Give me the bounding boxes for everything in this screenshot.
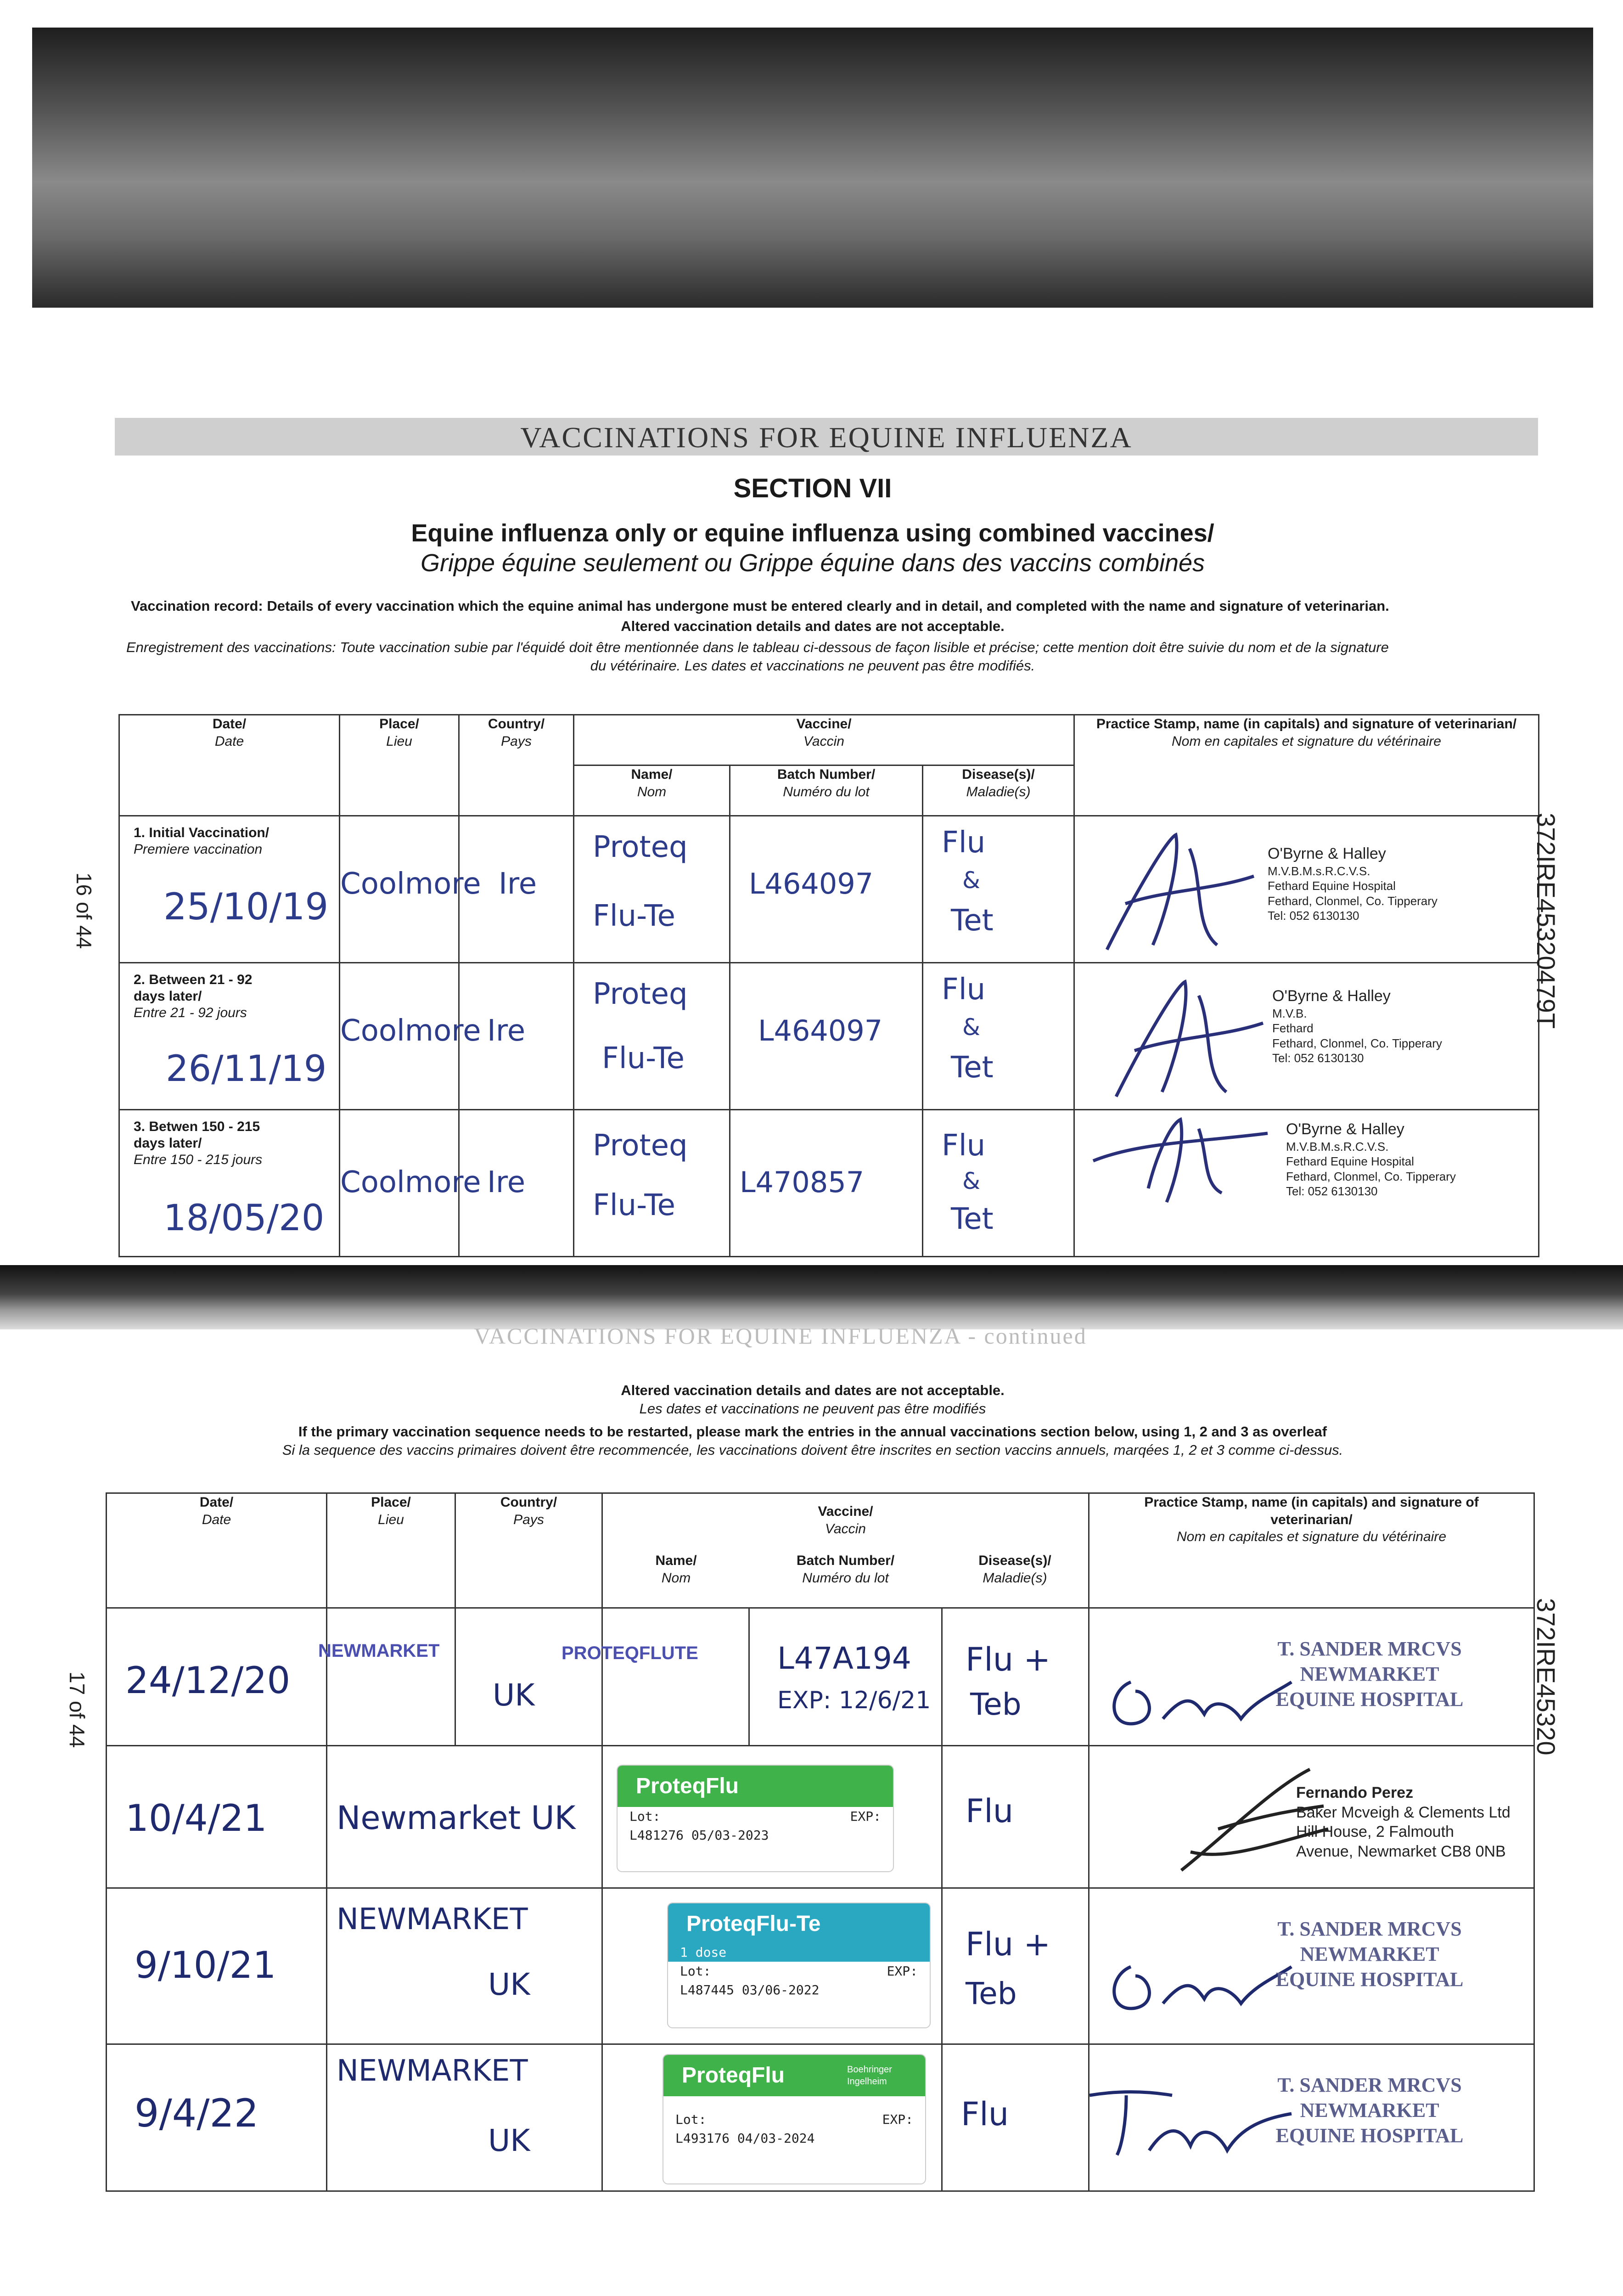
batch-value: L470857 <box>740 1165 865 1199</box>
stamp-cell <box>1089 1888 1534 2044</box>
vaccination-date: 26/11/19 <box>166 1048 327 1090</box>
country-cell <box>459 963 574 1110</box>
place-value: Coolmore <box>340 1014 481 1048</box>
place-value: NEWMARKET <box>337 2054 528 2088</box>
record-note-en: Vaccination record: Details of every vaccination which the equine animal has undergone must be entered clearly and in detail, and completed with the name and signature of veterinarian. <box>131 598 1389 614</box>
country-value: UK <box>493 1677 535 1713</box>
altered-note-2-fr: Les dates et vaccinations ne peuvent pas être modifiés <box>639 1401 986 1417</box>
header-stamp: Practice Stamp, name (in capitals) and signature of veterinarian/ Nom en capitales et signature du vétérinaire <box>1089 1493 1534 1608</box>
passport-id-2: 372IRE45320 <box>1532 1598 1561 1756</box>
place-cell <box>327 1888 602 2044</box>
scan-shadow-top <box>32 28 1593 308</box>
vaccination-date: 25/10/19 <box>163 885 329 928</box>
vaccine-name-stamp: PROTEQFLUTE <box>562 1643 698 1663</box>
place-cell <box>340 963 481 1110</box>
stamp-cell <box>1074 816 1539 963</box>
stamp-cell <box>1089 1746 1534 1888</box>
header-country: Country/ Pays <box>459 715 574 816</box>
header-batch: Batch Number/ Numéro du lot <box>730 765 923 816</box>
disease-cell: Flu <box>942 1746 1089 1888</box>
header-date: Date/ Date <box>119 715 340 816</box>
stamp-cell <box>1074 963 1539 1110</box>
restart-note-fr: Si la sequence des vaccins primaires doivent être recommencée, les vaccinations doivent être inscrites en section vaccins annuels, marqées 1, 2 et 3 comme ci-dessus. <box>282 1442 1343 1458</box>
vaccine-name-cell: Proteq Flu-Te <box>574 1110 730 1257</box>
country-value: UK <box>488 1967 530 2002</box>
place-cell <box>340 816 481 963</box>
vaccine-label-sticker: ProteqFlu Boehringer Ingelheim Lot: EXP: L493176 04/03-2024 <box>663 2054 926 2184</box>
disease-cell: Flu & Tet <box>923 963 1074 1110</box>
vaccine-name-cell: Proteq Flu-Te <box>574 816 730 963</box>
restart-note-en: If the primary vaccination sequence needs to be restarted, please mark the entries in the annual vaccinations section below, using 1, 2 and 3 as overleaf <box>298 1424 1327 1440</box>
record-note-fr: Enregistrement des vaccinations: Toute vaccination subie par l'équidé doit être mentionnée dans le tableau ci-dessous de façon lisible et précise; cette mention doit être suivie du nom et de la signature <box>126 639 1389 655</box>
batch-cell <box>730 1110 923 1257</box>
header-stamp: Practice Stamp, name (in capitals) and signature of veterinarian/ Nom en capitales et signature du vétérinaire <box>1074 715 1539 816</box>
disease-cell: Flu & Tet <box>923 1110 1074 1257</box>
vaccination-date: 9/4/22 <box>135 2091 259 2136</box>
stamp-cell <box>1074 1110 1539 1257</box>
vet-stamp: O'Byrne & Halley M.V.B. Fethard Fethard, Clonmel, Co. Tipperary Tel: 052 6130130 <box>1272 987 1442 1065</box>
date-cell <box>107 1746 327 1888</box>
country-cell <box>455 1608 602 1746</box>
table-row <box>119 963 1539 1110</box>
table-row <box>107 1608 1534 1746</box>
vaccine-label-sticker: ProteqFlu-Te 1 dose Lot: EXP: L487445 03/06-2022 <box>667 1902 931 2028</box>
vet-stamp: O'Byrne & Halley M.V.B.M.s.R.C.V.S. Fethard Equine Hospital Fethard, Clonmel, Co. Tipperary Tel: 052 6130130 <box>1286 1120 1456 1198</box>
place-cell <box>327 1746 602 1888</box>
ghost-banner: VACCINATIONS FOR EQUINE INFLUENZA - continued <box>474 1323 1087 1349</box>
banner-title: VACCINATIONS FOR EQUINE INFLUENZA <box>115 418 1538 456</box>
vet-stamp: T. SANDER MRCVS NEWMARKET EQUINE HOSPITAL <box>1275 1638 1464 1711</box>
header-disease: Disease(s)/ Maladie(s) <box>978 1553 1051 1586</box>
place-stamp: NEWMARKET <box>318 1641 440 1661</box>
vet-signature <box>1107 968 1272 1106</box>
disease-cell: Flu + Teb <box>942 1888 1089 2044</box>
country-cell <box>459 816 574 963</box>
batch-value: L464097 <box>749 867 874 900</box>
header-name: Name/ Nom <box>655 1553 697 1586</box>
batch-cell: L47A194 EXP: 12/6/21 <box>749 1608 942 1746</box>
disease-cell: Flu + Teb <box>942 1608 1089 1746</box>
annual-vaccination-table <box>106 1492 1535 2192</box>
header-vaccine: Vaccine/ Vaccin <box>818 1504 873 1536</box>
header-name: Name/ Nom <box>574 765 730 816</box>
vaccination-date: 10/4/21 <box>125 1797 267 1840</box>
place-cell <box>327 2044 602 2191</box>
header-date: Date/ Date <box>107 1493 327 1608</box>
country-value: Ire <box>499 867 537 901</box>
primary-vaccination-table <box>118 714 1539 1257</box>
date-cell <box>107 2044 327 2191</box>
record-note-fr-2: du vétérinaire. Les dates et vaccinations ne peuvent pas être modifiés. <box>590 658 1035 674</box>
vet-stamp: T. SANDER MRCVS NEWMARKET EQUINE HOSPITAL <box>1275 1918 1464 1991</box>
vaccination-date: 18/05/20 <box>163 1198 325 1239</box>
table-row <box>107 2044 1534 2191</box>
vaccine-label-sticker: ProteqFlu Lot: EXP: L481276 05/03-2023 <box>617 1765 894 1872</box>
subtitle-fr: Grippe équine seulement ou Grippe équine dans des vaccins combinés <box>420 549 1205 577</box>
passport-id: 372IRE45320479T <box>1532 813 1561 1029</box>
page-number-17: 17 of 44 <box>65 1671 89 1748</box>
stamp-cell <box>1089 1608 1534 1746</box>
place-cell <box>318 1608 455 1746</box>
vet-stamp: T. SANDER MRCVS NEWMARKET EQUINE HOSPITAL <box>1275 2074 1464 2147</box>
vet-signature <box>1098 821 1263 959</box>
place-value: Coolmore <box>340 867 481 901</box>
section-title: SECTION VII <box>733 473 892 503</box>
header-place: Place/ Lieu <box>327 1493 455 1608</box>
subtitle-en: Equine influenza only or equine influenza using combined vaccines/ <box>411 519 1214 547</box>
vaccine-name-cell <box>562 1608 749 1746</box>
country-value: Ire <box>487 1165 526 1199</box>
vet-stamp: Fernando Perez Baker Mcveigh & Clements Ltd Hill House, 2 Falmouth Avenue, Newmarket CB8 0NB <box>1296 1784 1511 1860</box>
country-value: UK <box>488 2123 530 2158</box>
altered-note-en: Altered vaccination details and dates are not acceptable. <box>621 618 1005 634</box>
vaccination-date: 9/10/21 <box>135 1944 276 1986</box>
header-country: Country/ Pays <box>455 1493 602 1608</box>
batch-cell <box>730 816 923 963</box>
header-batch: Batch Number/ Numéro du lot <box>796 1553 895 1586</box>
batch-value: L464097 <box>758 1014 883 1047</box>
place-value: Coolmore <box>340 1165 481 1199</box>
place-cell <box>340 1110 481 1257</box>
header-disease: Disease(s)/ Maladie(s) <box>923 765 1074 816</box>
vaccination-date: 24/12/20 <box>125 1659 291 1702</box>
table-row <box>107 1746 1534 1888</box>
date-cell: 1. Initial Vaccination/ Premiere vaccination 25/10/19 <box>119 816 340 963</box>
place-value: Newmarket UK <box>337 1799 576 1837</box>
table-row <box>119 816 1539 963</box>
date-cell: 2. Between 21 - 92 days later/ Entre 21 - 92 jours 26/11/19 <box>119 963 340 1110</box>
vaccine-name-cell: Proteq Flu-Te <box>574 963 730 1110</box>
date-cell: 3. Betwen 150 - 215 days later/ Entre 150 - 215 jours 18/05/20 <box>119 1110 340 1257</box>
batch-cell <box>730 963 923 1110</box>
date-cell <box>107 1888 327 2044</box>
header-place: Place/ Lieu <box>340 715 459 816</box>
stamp-cell <box>1089 2044 1534 2191</box>
disease-cell: Flu <box>942 2044 1089 2191</box>
vaccine-label-cell <box>602 2044 942 2191</box>
altered-note-2-en: Altered vaccination details and dates are not acceptable. <box>621 1382 1005 1398</box>
header-vaccine-group <box>602 1493 1089 1608</box>
vet-stamp: O'Byrne & Halley M.V.B.M.s.R.C.V.S. Fethard Equine Hospital Fethard, Clonmel, Co. Tipperary Tel: 052 6130130 <box>1268 845 1438 923</box>
page-number-16: 16 of 44 <box>72 872 96 949</box>
country-value: Ire <box>487 1014 526 1048</box>
scan-shadow-fold <box>0 1265 1623 1329</box>
country-cell <box>459 1110 574 1257</box>
header-vaccine: Vaccine/ Vaccin <box>574 715 1074 765</box>
table-row <box>119 1110 1539 1257</box>
table-row <box>107 1888 1534 2044</box>
vaccine-label-cell <box>602 1888 942 2044</box>
vaccine-label-cell <box>602 1746 942 1888</box>
vet-signature <box>1084 1115 1277 1207</box>
date-cell <box>107 1608 327 1746</box>
disease-cell: Flu & Tet <box>923 816 1074 963</box>
place-value: NEWMARKET <box>337 1902 528 1936</box>
